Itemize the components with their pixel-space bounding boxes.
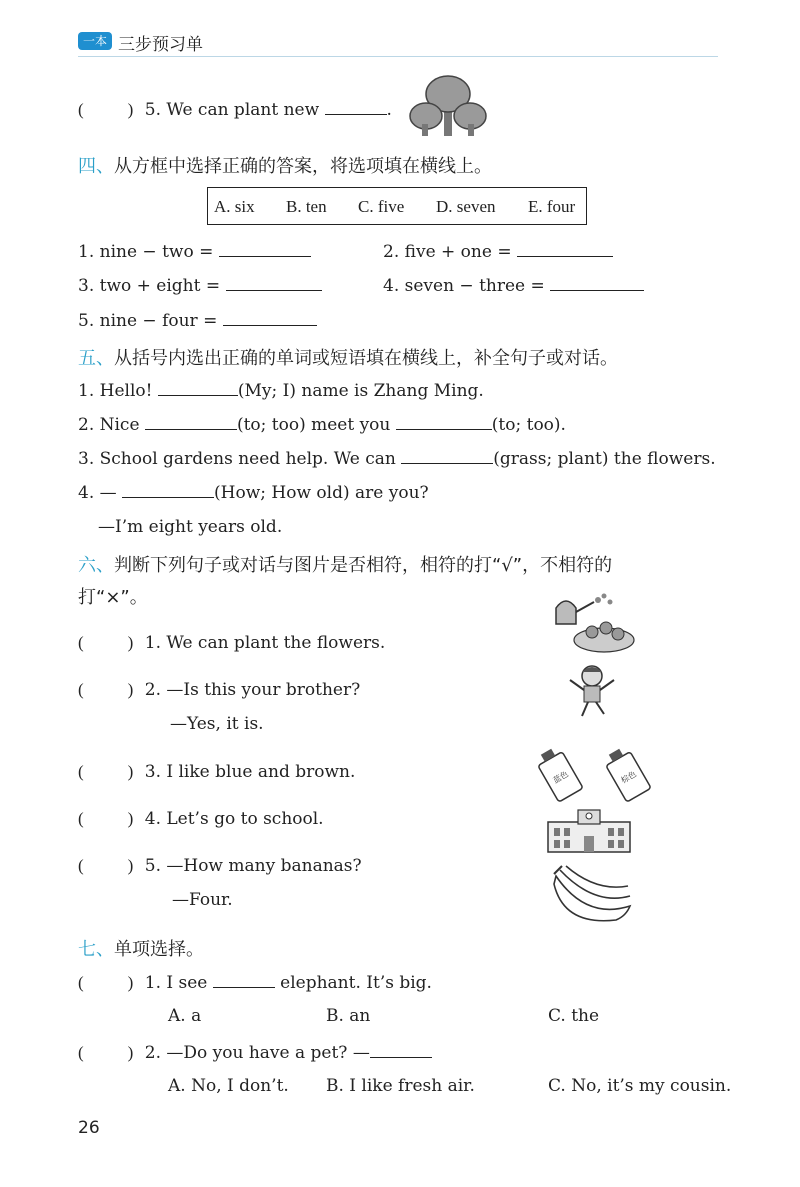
option-c: C. five (358, 197, 405, 216)
s7-item-1-option-c[interactable]: C. the (548, 1006, 600, 1026)
s7-item-2-option-c[interactable]: C. No, it’s my cousin. (548, 1076, 732, 1096)
s4-item-3: 3. two + eight = (78, 274, 322, 297)
svg-text:蓝色: 蓝色 (551, 769, 570, 786)
header-divider (78, 56, 718, 57)
option-b: B. ten (286, 197, 327, 216)
answer-blank[interactable] (226, 274, 322, 291)
top-question: ( ) 5. We can plant new . (78, 100, 392, 120)
option-a: A. six (214, 197, 255, 216)
option-box (207, 187, 587, 225)
s5-item-4: 4. — (How; How old) are you? (78, 483, 429, 503)
s7-item-1-option-b[interactable]: B. an (326, 1006, 371, 1026)
section-5-title: 五、从括号内选出正确的单词或短语填在横线上，补全句子或对话。 (78, 348, 618, 369)
s7-item-2-option-b[interactable]: B. I like fresh air. (326, 1076, 475, 1096)
svg-text:棕色: 棕色 (619, 769, 638, 786)
bananas-icon (550, 862, 634, 926)
s7-item-1-option-a[interactable]: A. a (168, 1006, 202, 1026)
s7-item-1: ( ) 1. I see elephant. It’s big. (78, 973, 432, 993)
s6-item-5-reply: —Four. (172, 890, 233, 910)
answer-blank[interactable] (223, 309, 317, 326)
series-badge: 一本 (78, 32, 112, 50)
school-icon (544, 806, 634, 854)
section-6-title-line2: 打“×”。 (78, 587, 148, 608)
s4-item-2: 2. five + one = (383, 240, 613, 263)
watering-can-icon (548, 588, 638, 656)
answer-blank[interactable] (219, 240, 311, 257)
option-e: E. four (528, 197, 576, 216)
answer-blank[interactable] (158, 379, 238, 396)
s5-item-2: 2. Nice (to; too) meet you (to; too). (78, 415, 566, 435)
s5-item-1: 1. Hello! (My; I) name is Zhang Ming. (78, 381, 484, 401)
answer-blank[interactable] (517, 240, 613, 257)
option-d: D. seven (436, 197, 496, 216)
answer-blank[interactable] (550, 274, 644, 291)
s5-item-3: 3. School gardens need help. We can (grass; plant) the flowers. (78, 449, 716, 469)
section-6-title: 六、判断下列句子或对话与图片是否相符，相符的打“√”，不相符的 (78, 555, 613, 576)
s6-item-5: ( ) 5. —How many bananas? (78, 856, 362, 876)
paint-tubes-icon (532, 742, 662, 804)
answer-blank[interactable] (401, 447, 493, 464)
answer-blank[interactable] (122, 481, 214, 498)
answer-blank[interactable] (213, 971, 275, 988)
answer-blank[interactable] (145, 413, 237, 430)
s6-item-4: ( ) 4. Let’s go to school. (78, 809, 324, 829)
s7-item-2: ( ) 2. —Do you have a pet? — (78, 1041, 432, 1064)
page-number: 26 (78, 1118, 100, 1138)
s4-item-1: 1. nine − two = (78, 240, 311, 263)
boy-icon (566, 662, 618, 718)
book-title: 三步预习单 (118, 35, 203, 55)
s6-item-2: ( ) 2. —Is this your brother? (78, 680, 361, 700)
answer-blank[interactable] (370, 1041, 432, 1058)
s6-item-3: ( ) 3. I like blue and brown. (78, 762, 356, 782)
s5-item-4-answer: —I’m eight years old. (98, 517, 283, 537)
answer-blank[interactable] (396, 413, 492, 430)
s7-item-2-option-a[interactable]: A. No, I don’t. (168, 1076, 289, 1096)
tree-icon (408, 72, 490, 138)
section-4-title: 四、从方框中选择正确的答案，将选项填在横线上。 (78, 156, 492, 177)
s6-item-2-reply: —Yes, it is. (170, 714, 264, 734)
s6-item-1: ( ) 1. We can plant the flowers. (78, 633, 386, 653)
answer-blank[interactable] (325, 98, 387, 115)
s4-item-5: 5. nine − four = (78, 309, 317, 332)
s4-item-4: 4. seven − three = (383, 274, 644, 297)
section-7-title: 七、单项选择。 (78, 939, 204, 960)
